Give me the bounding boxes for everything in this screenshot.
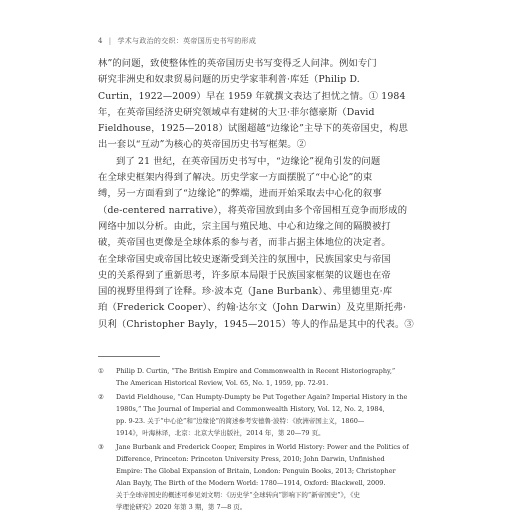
footnote-line: Jane Burbank and Frederick Cooper, Empires in World History: Power and the Politics of xyxy=(116,443,409,451)
footnote-line: David Fieldhouse, “Can Humpty-Dumpty be Put Together Again? Imperial History in the xyxy=(116,393,408,401)
body-line: Curtin，1922—2009）早在 1959 年就撰文表达了担忧之情。① 1984 xyxy=(98,90,406,102)
body-line: 珀（Frederick Cooper）、约翰·达尔文（John Darwin）及克里斯托弗· xyxy=(98,302,407,314)
footnote xyxy=(98,441,428,513)
footnote-number: ③ xyxy=(98,443,104,451)
footnote-line: The American Historical Review, Vol. 65, No. 1, 1959, pp. 72-91. xyxy=(116,379,329,387)
body-line: 出一套以“互动”为核心的英帝国历史书写框架。② xyxy=(98,139,307,151)
footnotes xyxy=(98,365,428,515)
body-line: 史的关系得到了重新思考，许多原本局限于民族国家框架的议题也在帝 xyxy=(98,269,391,281)
footnote-line: Difference, Princeton: Princeton University Press, 2010; John Darwin, Unfinished xyxy=(116,455,385,463)
footnote xyxy=(98,365,428,389)
page-number: 4 xyxy=(98,37,103,45)
footnote-text xyxy=(116,391,428,439)
footnote-rule xyxy=(98,356,160,357)
running-head-title: 学术与政治的交织：英帝国历史书写的形成 xyxy=(117,37,257,45)
footnote-line: Philip D. Curtin, “The British Empire and Commonwealth in Recent Historiography,” xyxy=(116,367,396,375)
body-text xyxy=(98,56,428,333)
body-line: 在全球史框架内得到了解决。历史学家一方面摆脱了“中心论”的束 xyxy=(98,172,373,184)
body-line: 网络中加以分析。由此，宗主国与殖民地、中心和边缘之间的隔膜被打 xyxy=(98,220,391,232)
footnote-line: 1980s,” The Journal of Imperial and Commonwealth History, Vol. 12, No. 2, 1984, xyxy=(116,405,385,413)
body-line: 破，英帝国也更像是全球体系的参与者，而非占据主体地位的决定者。 xyxy=(98,237,391,249)
footnote-number: ② xyxy=(98,393,104,401)
footnote-text xyxy=(116,365,428,389)
body-line: 缚，另一方面看到了“边缘论”的弊端，进而开始采取去中心化的叙事 xyxy=(98,188,382,200)
running-head-separator: | xyxy=(108,37,112,45)
body-line: 年，在英帝国经济史研究领域卓有建树的大卫·菲尔德豪斯（David xyxy=(98,106,375,118)
footnote-number: ① xyxy=(98,367,104,375)
body-line: 贝利（Christopher Bayly，1945—2015）等人的作品是其中的代表。③ xyxy=(98,318,414,330)
body-line: 到了 21 世纪，在英帝国历史书写中，“边缘论”视角引发的问题 xyxy=(116,155,381,167)
body-line: 在全球帝国史或帝国比较史逐渐受到关注的氛围中，民族国家史与帝国 xyxy=(98,253,391,265)
footnote-line: Alan Bayly, The Birth of the Modern World: 1780—1914, Oxford: Blackwell, 2009. xyxy=(116,479,386,487)
body-line: 国的视野里得到了诠释。珍·波本克（Jane Burbank）、弗里德里克·库 xyxy=(98,286,393,298)
body-line: 研究非洲史和奴隶贸易问题的历史学家菲利普·库廷（Philip D. xyxy=(98,74,360,86)
footnote-text xyxy=(116,441,428,513)
book-page xyxy=(60,8,460,511)
footnote-line: Empire: The Global Expansion of Britain, London: Penguin Books, 2013; Christopher xyxy=(116,467,396,475)
footnote-line: 关于全球帝国史的概述可参见刘文明：《历史学“全球转向”影响下的“新帝国史”》，《史 xyxy=(116,491,361,499)
footnote xyxy=(98,391,428,439)
footnote-line: 学理论研究》2020 年第 3 期，第 7—8 页。 xyxy=(116,503,247,511)
body-line: Fieldhouse，1925—2018）试图超越“边缘论”主导下的英帝国史，构思 xyxy=(98,123,408,135)
running-head xyxy=(98,36,256,46)
footnote-line: 1914》，叶海林译，北京：北京大学出版社，2014 年，第 20—79 页。 xyxy=(116,429,325,437)
body-line: （de-centered narrative），将英帝国放到由多个帝国相互竞争而形成的 xyxy=(98,204,408,216)
body-line: 林”的问题，致使整体性的英帝国历史书写变得乏人问津。例如专门 xyxy=(98,58,377,69)
footnote-line: pp. 9-23. 关于“中心论”和“边缘论”的简述参考安德鲁·波特：《欧洲帝国主义，1860— xyxy=(116,417,365,425)
